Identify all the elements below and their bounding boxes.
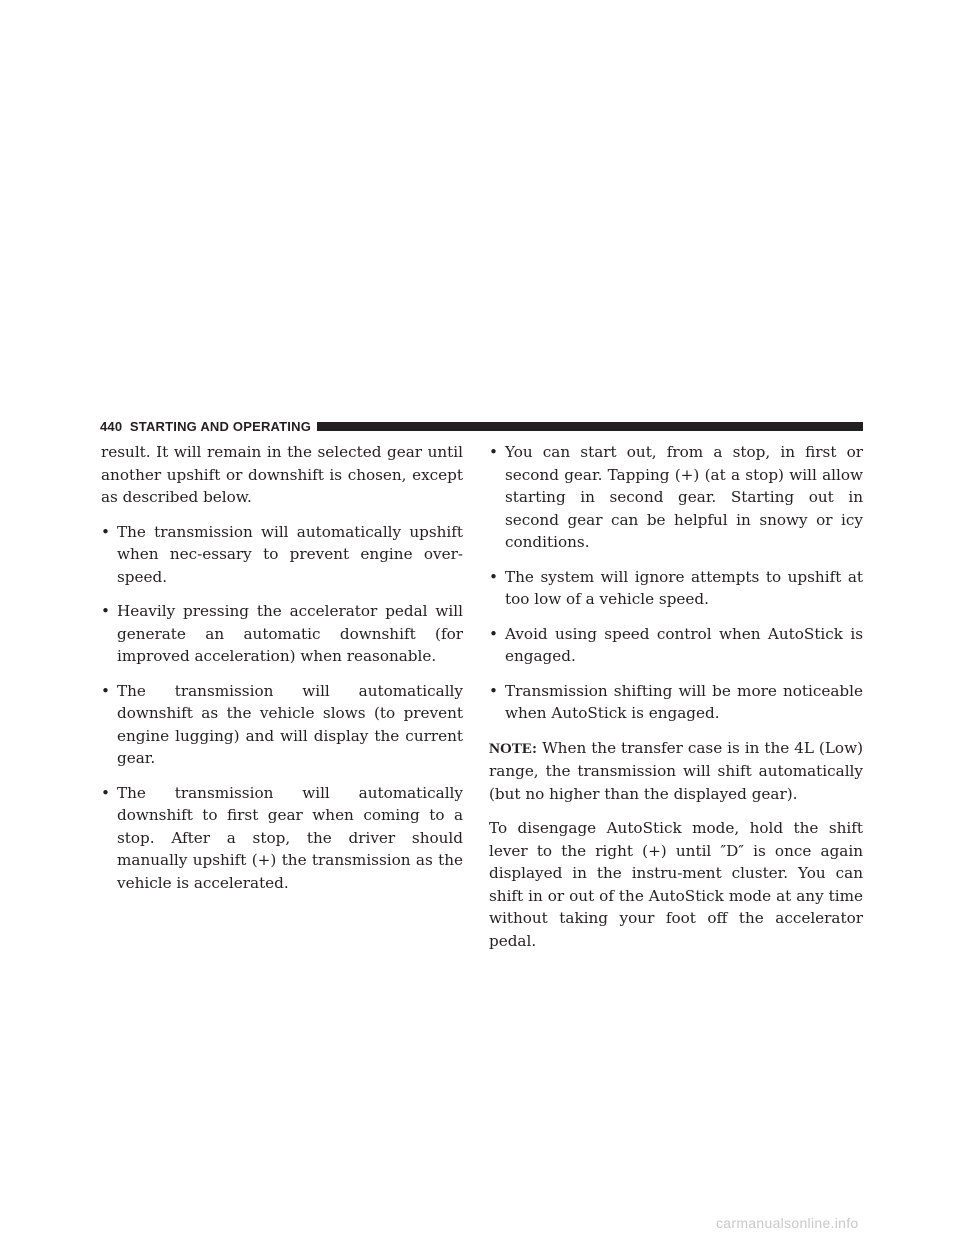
list-item bbox=[489, 566, 863, 611]
closing-paragraph: To disengage AutoStick mode, hold the shift lever to the right (+) until ″D″ is once again displayed in the instru-ment cluster. You can shift in or out of the AutoStick mode at any time without taking your foot off the accelerator pedal. bbox=[489, 819, 863, 950]
intro-paragraph: result. It will remain in the selected gear until another upshift or downshift is chosen, except as described below. bbox=[101, 443, 463, 506]
bullet-icon: • bbox=[101, 783, 110, 802]
list-item bbox=[489, 441, 863, 554]
watermark: carmanualsonline.info bbox=[716, 1215, 859, 1231]
note-paragraph bbox=[489, 737, 863, 806]
list-item-text: Avoid using speed control when AutoStick is engaged. bbox=[505, 624, 863, 665]
list-item bbox=[101, 600, 463, 668]
list-item bbox=[101, 680, 463, 770]
left-column bbox=[101, 441, 463, 906]
bullet-icon: • bbox=[489, 681, 498, 700]
list-item-text: You can start out, from a stop, in first or second gear. Tapping (+) (at a stop) will allow starting in second gear. Starting out in second gear can be helpful in snowy or icy conditions. bbox=[505, 443, 863, 551]
right-column bbox=[489, 441, 863, 964]
bullet-icon: • bbox=[101, 522, 110, 541]
list-item-text: The transmission will automatically upshift when nec-essary to prevent engine over-speed. bbox=[117, 522, 463, 586]
list-item bbox=[489, 680, 863, 725]
bullet-icon: • bbox=[489, 624, 498, 643]
bullet-icon: • bbox=[101, 681, 110, 700]
page-number: 440 bbox=[100, 418, 123, 434]
right-bullet-list bbox=[489, 441, 863, 725]
bullet-icon: • bbox=[489, 443, 498, 461]
section-title: STARTING AND OPERATING bbox=[129, 418, 312, 434]
list-item bbox=[101, 521, 463, 589]
page-header bbox=[100, 418, 863, 434]
list-item-text: Heavily pressing the accelerator pedal will generate an automatic downshift (for improved acceleration) when reasonable. bbox=[117, 602, 463, 665]
note-label: NOTE: bbox=[489, 739, 538, 757]
list-item bbox=[489, 623, 863, 668]
list-item-text: The transmission will automatically downshift as the vehicle slows (to prevent engine lugging) and will display the current gear. bbox=[117, 681, 463, 767]
bullet-icon: • bbox=[101, 602, 110, 620]
left-bullet-list bbox=[101, 521, 463, 895]
note-text: When the transfer case is in the 4L (Low) range, the transmission will shift automatically (but no higher than the displayed gear). bbox=[489, 738, 863, 803]
list-item-text: The transmission will automatically downshift to first gear when coming to a stop. After a stop, the driver should manually upshift (+) the transmission as the vehicle is accelerated. bbox=[117, 783, 463, 892]
bullet-icon: • bbox=[489, 567, 498, 586]
header-rule bbox=[317, 422, 863, 431]
list-item-text: The system will ignore attempts to upshift at too low of a vehicle speed. bbox=[505, 567, 863, 608]
page-header-text bbox=[100, 419, 311, 434]
list-item bbox=[101, 782, 463, 895]
list-item-text: Transmission shifting will be more noticeable when AutoStick is engaged. bbox=[505, 681, 863, 722]
